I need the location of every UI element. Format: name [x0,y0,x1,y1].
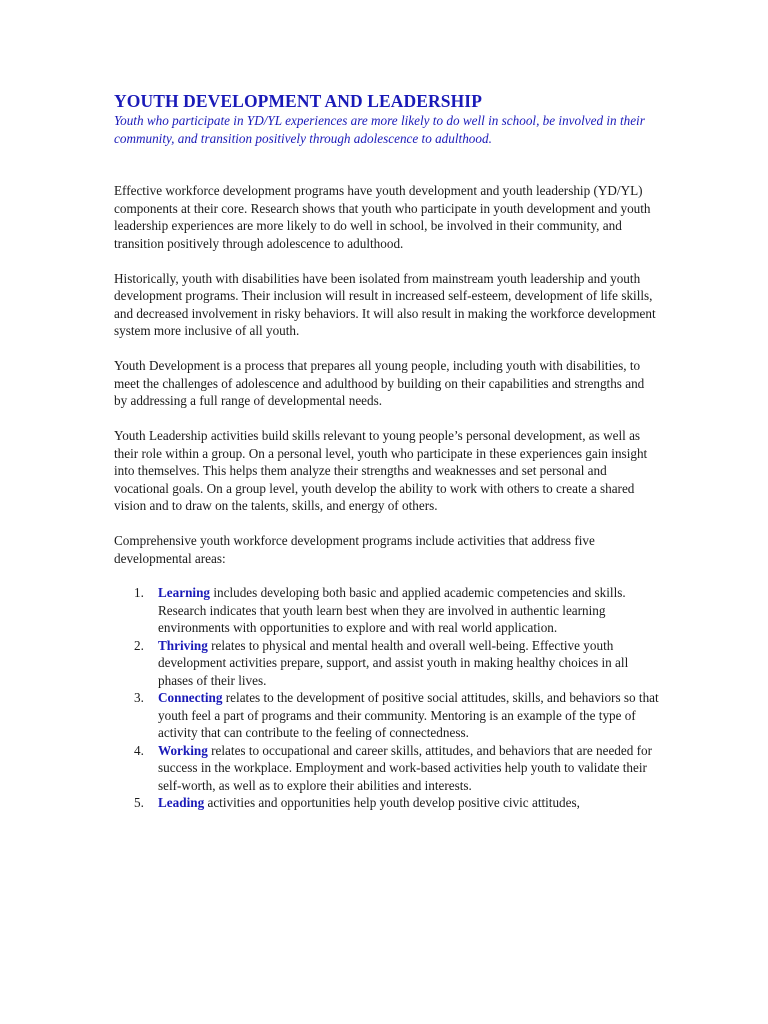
list-item-text: relates to the development of positive social attitudes, skills, and behaviors so that youth feel a part of programs and their community. Mentoring is an example of the type of activity that can contribute to the feeling of connectedness. [158,690,659,740]
term-leading: Leading [158,795,205,810]
paragraph-intro: Effective workforce development programs have youth development and youth leadership (YD/YL) components at their core. Research shows that youth who participate in youth development and youth leadership experiences are more likely to do well in school, be involved in their community, and transition positively through adolescence to adulthood. [114,183,651,251]
term-connecting: Connecting [158,690,223,705]
paragraph-youth-development: Youth Development is a process that prepares all young people, including youth with disabilities, to meet the challenges of adolescence and adulthood by building on their capabilities and strengths and by addressing a full range of developmental needs. [114,358,645,408]
paragraph-history: Historically, youth with disabilities have been isolated from mainstream youth leadership and youth development programs. Their inclusion will result in increased self-esteem, development of life skills, and decreased involvement in risky behaviors. It will also result in making the workforce development system more inclusive of all youth. [114,270,656,338]
list-item-text: relates to occupational and career skills, attitudes, and behaviors that are needed for success in the workplace. Employment and work-based activities help youth to validate their self-worth, as well as to explore their abilities and interests. [158,742,653,793]
list-item-connecting [114,689,659,742]
list-item-text: relates to physical and mental health and overall well-being. Effective youth development activities prepare, support, and assist youth in making healthy choices in all phases of their lives. [158,637,629,688]
developmental-areas-list [114,584,659,812]
term-working: Working [158,742,208,758]
list-item-thriving [114,637,659,690]
list-number: 4. [134,742,144,758]
list-number: 2. [134,637,144,653]
term-learning: Learning [158,585,211,600]
list-item-text: includes developing both basic and applied academic competencies and skills. Research indicates that youth learn best when they are involved in authentic learning environments with opportunities to explore and with real world application. [158,585,626,635]
list-number: 3. [134,690,144,705]
list-item-working [114,742,659,795]
document-body [114,90,659,812]
list-item-text: activities and opportunities help youth develop positive civic attitudes, [204,795,580,810]
term-thriving: Thriving [158,637,208,653]
list-number: 5. [134,795,144,810]
list-item-leading [114,794,659,812]
list-item-learning [114,584,659,637]
page-title: YOUTH DEVELOPMENT AND LEADERSHIP [114,91,482,111]
paragraph-youth-leadership: Youth Leadership activities build skills relevant to young people’s personal development, as well as their role within a group. On a personal level, youth who participate in these experiences gain insight into themselves. This helps them analyze their strengths and weaknesses and set personal and vocational goals. On a group level, youth develop the ability to work with others to create a shared vision and to draw on the talents, skills, and energy of others. [114,428,648,513]
list-number: 1. [134,585,144,600]
page-subtitle: Youth who participate in YD/YL experiences are more likely to do well in school, be involved in their community, and transition positively through adolescence to adulthood. [114,113,645,146]
paragraph-developmental-areas: Comprehensive youth workforce development programs include activities that address five developmental areas: [114,533,595,566]
